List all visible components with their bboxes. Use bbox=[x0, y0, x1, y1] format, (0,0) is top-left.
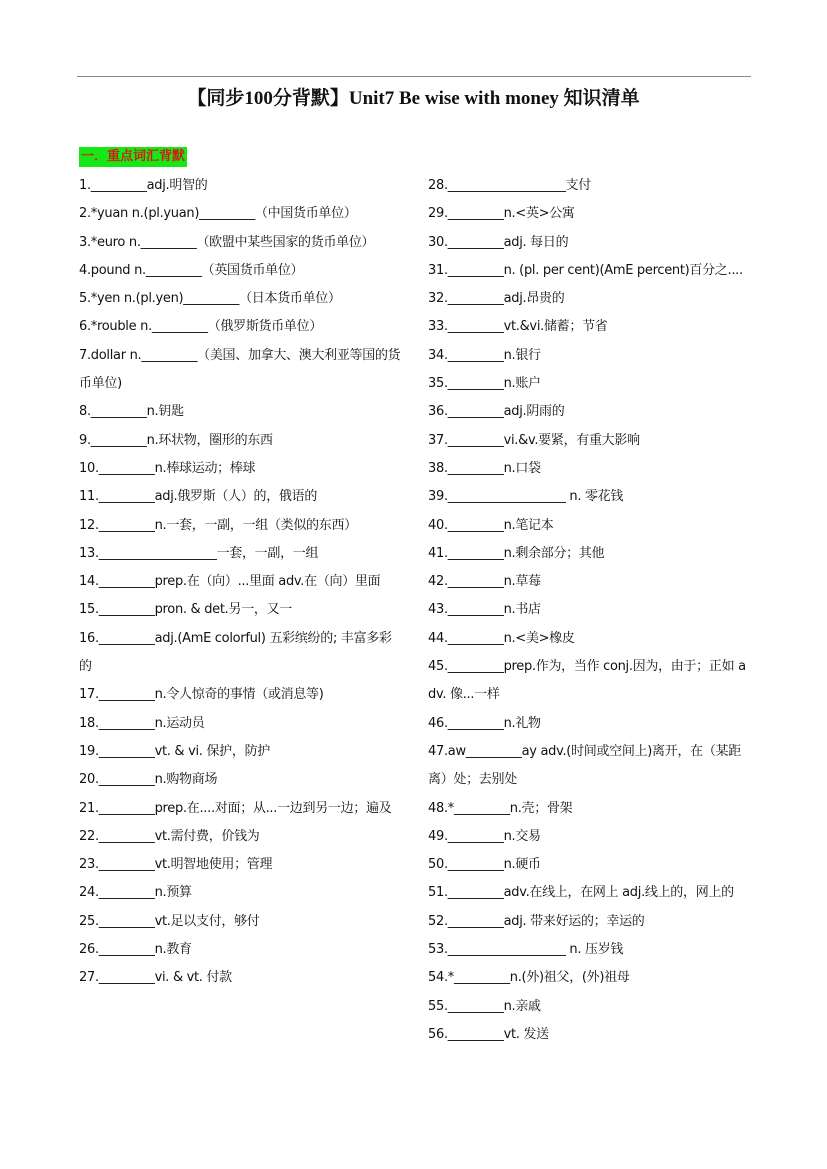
vocab-item: 55._________n.亲戚 bbox=[428, 998, 541, 1014]
vocab-item: 31._________n. (pl. per cent)(AmE percent)百分之.... bbox=[428, 262, 743, 278]
vocab-item: 38._________n.口袋 bbox=[428, 460, 541, 476]
vocab-item: 17._________n.令人惊奇的事情（或消息等) bbox=[79, 687, 324, 703]
vocab-item: 15._________pron. & det.另一，又一 bbox=[79, 602, 292, 618]
vocab-item: 36._________adj.阴雨的 bbox=[428, 404, 565, 420]
vocab-item: 2.*yuan n.(pl.yuan)_________（中国货币单位） bbox=[79, 206, 357, 222]
vocab-item: 27._________vi. & vt. 付款 bbox=[79, 970, 232, 986]
vocab-item: 34._________n.银行 bbox=[428, 347, 541, 363]
vocab-item: 8._________n.钥匙 bbox=[79, 404, 184, 420]
vocab-item: 29._________n.<英>公寓 bbox=[428, 206, 575, 222]
vocab-item: 49._________n.交易 bbox=[428, 828, 541, 844]
vocab-item: 13.___________________一套，一副，一组 bbox=[79, 545, 319, 561]
vocab-item: 51._________adv.在线上，在网上 adj.线上的，网上的 bbox=[428, 885, 734, 901]
vocab-item: 22._________vt.需付费，价钱为 bbox=[79, 828, 260, 844]
page-title: 【同步100分背默】Unit7 Be wise with money 知识清单 bbox=[187, 88, 640, 109]
vocab-item: 45._________prep.作为，当作 conj.因为，由于；正如 adv. 像...一样 bbox=[428, 659, 746, 703]
vocab-item: 25._________vt.足以支付，够付 bbox=[79, 913, 260, 929]
vocab-item: 41._________n.剩余部分；其他 bbox=[428, 545, 605, 561]
vocab-item: 18._________n.运动员 bbox=[79, 715, 205, 731]
vocab-item: 3.*euro n._________（欧盟中某些国家的货币单位） bbox=[79, 234, 375, 250]
vocab-item: 20._________n.购物商场 bbox=[79, 772, 218, 788]
vocab-item: 14._________prep.在（向）...里面 adv.在（向）里面 bbox=[79, 574, 381, 590]
vocab-item: 9._________n.环状物，圈形的东西 bbox=[79, 432, 273, 448]
vocab-item: 48.*_________n.壳；骨架 bbox=[428, 800, 573, 816]
vocab-column-right bbox=[428, 172, 750, 1049]
vocab-item: 53.___________________ n. 压岁钱 bbox=[428, 942, 624, 958]
vocab-item: 16._________adj.(AmE colorful) 五彩缤纷的; 丰富多彩的 bbox=[79, 630, 392, 675]
vocab-item: 50._________n.硬币 bbox=[428, 857, 541, 873]
vocab-item: 28.___________________支付 bbox=[428, 178, 591, 193]
vocab-item: 1._________adj.明智的 bbox=[79, 178, 208, 193]
vocab-item: 19._________vt. & vi. 保护，防护 bbox=[79, 743, 270, 759]
vocab-item: 12._________n.一套，一副，一组（类似的东西） bbox=[79, 517, 357, 533]
vocab-item: 47.aw_________ay adv.(时间或空间上)离开，在（某距离）处；去别处 bbox=[428, 743, 741, 788]
vocab-item: 39.___________________ n. 零花钱 bbox=[428, 489, 624, 505]
vocab-item: 23._________vt.明智地使用；管理 bbox=[79, 857, 273, 873]
vocab-item: 40._________n.笔记本 bbox=[428, 517, 554, 533]
vocab-item: 5.*yen n.(pl.yen)_________（日本货币单位） bbox=[79, 291, 341, 307]
vocab-item: 37._________vi.&v.要紧，有重大影响 bbox=[428, 432, 640, 448]
section-heading: 一．重点词汇背默 bbox=[79, 147, 187, 167]
vocab-item: 26._________n.教育 bbox=[79, 942, 192, 958]
vocab-item: 33._________vt.&vi.储蓄；节省 bbox=[428, 319, 608, 335]
vocab-item: 52._________adj. 带来好运的；幸运的 bbox=[428, 913, 645, 929]
vocab-item: 11._________adj.俄罗斯（人）的，俄语的 bbox=[79, 489, 318, 505]
vocab-column-left bbox=[79, 172, 401, 993]
vocab-item: 56._________vt. 发送 bbox=[428, 1026, 549, 1042]
vocab-item: 32._________adj.昂贵的 bbox=[428, 291, 565, 307]
vocab-item: 7.dollar n._________（美国、加拿大、澳大利亚等国的货币单位) bbox=[79, 347, 401, 392]
vocab-item: 46._________n.礼物 bbox=[428, 715, 541, 731]
vocab-item: 44._________n.<美>橡皮 bbox=[428, 630, 575, 646]
vocab-item: 21._________prep.在....对面；从...一边到另一边；遍及 bbox=[79, 800, 392, 816]
vocab-item: 30._________adj. 每日的 bbox=[428, 234, 569, 250]
vocab-item: 35._________n.账户 bbox=[428, 376, 541, 392]
vocab-item: 43._________n.书店 bbox=[428, 602, 541, 618]
vocab-item: 4.pound n._________（英国货币单位） bbox=[79, 262, 304, 278]
vocab-item: 24._________n.预算 bbox=[79, 885, 192, 901]
vocab-item: 6.*rouble n._________（俄罗斯货币单位） bbox=[79, 319, 323, 335]
vocab-item: 42._________n.草莓 bbox=[428, 574, 541, 590]
vocab-item: 10._________n.棒球运动；棒球 bbox=[79, 460, 256, 476]
header-rule bbox=[77, 76, 751, 77]
vocab-item: 54.*_________n.(外)祖父，(外)祖母 bbox=[428, 970, 630, 986]
